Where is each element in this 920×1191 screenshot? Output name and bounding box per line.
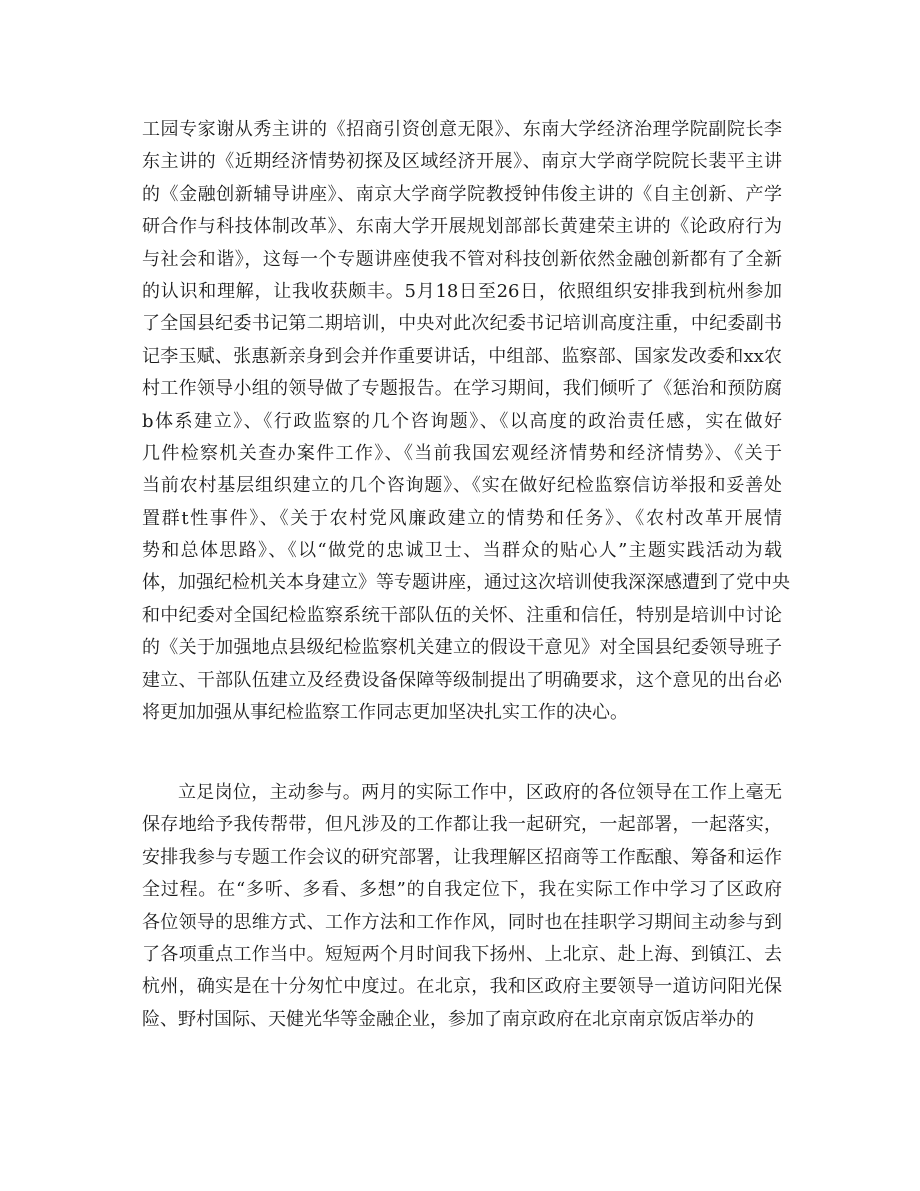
text-line: 立足岗位，主动参与。两月的实际工作中，区政府的各位领导在工作上毫无 [178,782,782,803]
text-line: 工园专家谢从秀主讲的《招商引资创意无限》、东南大学经济治理学院副院长李 [142,119,782,140]
text-line: 各位领导的思维方式、工作方法和工作作风，同时也在挂职学习期间主动参与到 [142,911,782,933]
text-line: 了全国县纪委书记第二期培训，中央对此次纪委书记培训高度注重，中纪委副书 [142,313,782,335]
text-line: 建立、干部队伍建立及经费设备保障等级制提出了明确要求，这个意见的出台必 [142,669,782,691]
text-line: 的《金融创新辅导讲座》、南京大学商学院教授钟伟俊主讲的《自主创新、产学 [142,183,782,205]
text-line: 保存地给予我传帮带，但凡涉及的工作都让我一起研究，一起部署，一起落实， [142,814,782,836]
text-line: 研合作与科技体制改革》、东南大学开展规划部部长黄建荣主讲的《论政府行为 [142,216,782,238]
text-line: 了各项重点工作当中。短短两个月时间我下扬州、上北京、赴上海、到镇江、去 [142,943,782,965]
text-line: 全过程。在“多听、多看、多想”的自我定位下，我在实际工作中学习了区政府 [142,879,782,901]
text-line: b体系建立》、《行政监察的几个咨询题》、《以高度的政治责任感，实在做好 [142,410,782,432]
text-line: 势和总体思路》、《以“做党的忠诚卫士、当群众的贴心人”主题实践活动为载 [142,540,782,562]
text-line: 东主讲的《近期经济情势初探及区域经济开展》、南京大学商学院院长裴平主讲 [142,151,782,173]
text-line: 当前农村基层组织建立的几个咨询题》、《实在做好纪检监察信访举报和妥善处 [142,475,782,497]
text-line: 杭州，确实是在十分匆忙中度过。在北京，我和区政府主要领导一道访问阳光保 [142,976,782,998]
text-line: 险、野村国际、天健光华等金融企业，参加了南京政府在北京南京饭店举办的 [142,1008,754,1030]
text-line: 与社会和谐》，这每一个专题讲座使我不管对科技创新依然金融创新都有了全新 [142,248,782,270]
text-line: 村工作领导小组的领导做了专题报告。在学习期间，我们倾听了《惩治和预防腐 [142,378,782,400]
text-line: 体，加强纪检机关本身建立》等专题讲座，通过这次培训使我深深感遭到了党中央 [142,572,790,594]
paragraph-training [142,114,790,729]
text-line: 的认识和理解，让我收获颇丰。5月18日至26日，依照组织安排我到杭州参加 [142,280,782,302]
text-line: 几件检察机关查办案件工作》、《当前我国宏观经济情势和经济情势》、《关于 [142,442,782,464]
paragraph-position [142,777,782,1036]
text-line: 安排我参与专题工作会议的研究部署，让我理解区招商等工作酝酿、筹备和运作 [142,846,782,868]
text-line: 置群t性事件》、《关于农村党风廉政建立的情势和任务》、《农村改革开展情 [142,507,782,529]
text-line: 将更加加强从事纪检监察工作同志更加坚决扎实工作的决心。 [142,702,628,724]
text-line: 的《关于加强地点县级纪检监察机关建立的假设干意见》对全国县纪委领导班子 [142,637,782,659]
text-line: 和中纪委对全国纪检监察系统干部队伍的关怀、注重和信任，特别是培训中讨论 [142,604,782,626]
text-line: 记李玉赋、张惠新亲身到会并作重要讲话，中组部、监察部、国家发改委和xx农 [142,345,782,367]
